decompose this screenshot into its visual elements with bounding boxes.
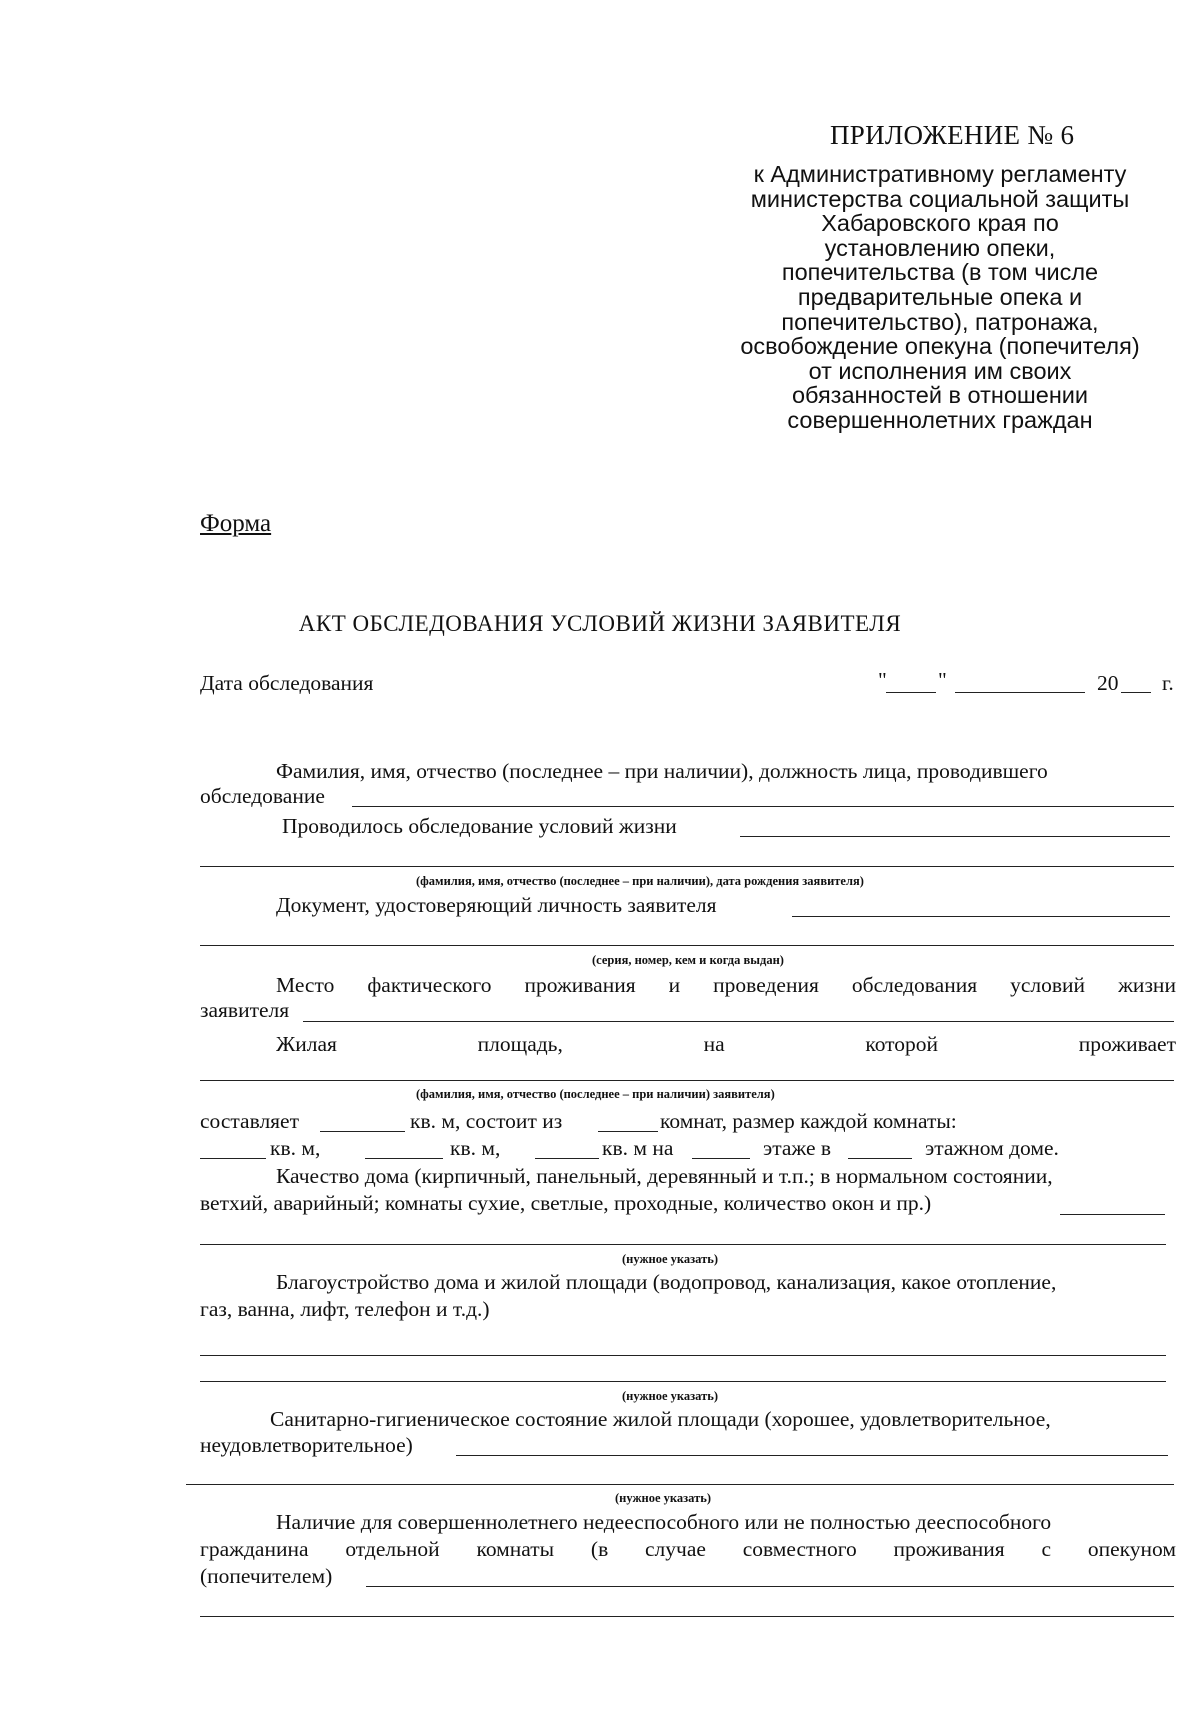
room-2-field[interactable] xyxy=(365,1158,443,1159)
amenities-field[interactable] xyxy=(200,1355,1166,1356)
annex-line: освобождение опекуна (попечителя) xyxy=(740,333,1140,360)
living-area-label xyxy=(276,1032,1176,1057)
label-word: гражданина xyxy=(200,1537,309,1561)
document-field-line2[interactable] xyxy=(200,945,1174,946)
label-word: условий xyxy=(1010,973,1086,997)
floors-total-field[interactable] xyxy=(848,1158,912,1159)
annex-line: совершеннолетних граждан xyxy=(787,406,1093,433)
annex-line: попечительства (в том числе xyxy=(781,259,1099,286)
form-label: Форма xyxy=(200,510,272,537)
sanitary-label-line2: неудовлетворительное) xyxy=(200,1433,413,1457)
quality-hint: (нужное указать) xyxy=(622,1252,719,1266)
annex-line: Хабаровского края по xyxy=(821,210,1059,237)
room-availability-field[interactable] xyxy=(366,1586,1174,1587)
room-availability-label-line3: (попечителем) xyxy=(200,1564,333,1588)
month-field[interactable] xyxy=(955,692,1085,693)
annex-line: от исполнения им своих xyxy=(808,357,1072,384)
residence-label-line2: заявителя xyxy=(200,998,290,1022)
document-label: Документ, удостоверяющий личность заявителя xyxy=(276,893,717,917)
rooms-count-field[interactable] xyxy=(598,1131,658,1132)
annex-line: обязанностей в отношении xyxy=(791,382,1089,409)
room-label-4: этаже в xyxy=(763,1136,832,1160)
sanitary-field[interactable] xyxy=(456,1455,1168,1456)
label-word: которой xyxy=(865,1032,939,1056)
label-word: на xyxy=(703,1032,725,1056)
annex-line: предварительные опека и xyxy=(797,283,1083,310)
annex-text xyxy=(705,162,1175,433)
amenities-field-line2[interactable] xyxy=(200,1381,1166,1382)
inspector-label-line1: Фамилия, имя, отчество (последнее – при наличии), должность лица, проводившего xyxy=(276,759,1048,783)
document-field[interactable] xyxy=(792,916,1170,917)
amenities-label-line1: Благоустройство дома и жилой площади (водопровод, канализация, какое отопление, xyxy=(276,1270,1057,1294)
annex-title: ПРИЛОЖЕНИЕ № 6 xyxy=(830,120,1075,150)
date-quote-close: " xyxy=(938,668,947,692)
date-quote-open: " xyxy=(878,668,887,692)
annex-line: министерства социальной защиты xyxy=(750,185,1130,212)
date-label: Дата обследования xyxy=(200,671,374,695)
quality-field[interactable] xyxy=(1060,1214,1165,1215)
label-word: Место xyxy=(276,973,335,997)
label-word: площадь, xyxy=(477,1032,563,1056)
area-label-3: комнат, размер каждой комнаты: xyxy=(660,1109,957,1133)
label-word: и xyxy=(668,973,681,997)
inspector-label-line2: обследование xyxy=(200,784,325,808)
label-word: обследования xyxy=(851,973,978,997)
quality-label-line1: Качество дома (кирпичный, панельный, деревянный и т.п.; в нормальном состоянии, xyxy=(276,1164,1053,1188)
quality-field-line2[interactable] xyxy=(200,1244,1166,1245)
amenities-label-line2: газ, ванна, лифт, телефон и т.д.) xyxy=(200,1297,490,1321)
quality-label-line2: ветхий, аварийный; комнаты сухие, светлые, проходные, количество окон и пр.) xyxy=(200,1191,932,1215)
applicant-hint: (фамилия, имя, отчество (последнее – при наличии), дата рождения заявителя) xyxy=(416,874,864,888)
label-word: жизни xyxy=(1118,973,1176,997)
room-label-5: этажном доме. xyxy=(925,1136,1059,1160)
label-word: проведения xyxy=(713,973,819,997)
living-area-hint: (фамилия, имя, отчество (последнее – при наличии) заявителя) xyxy=(416,1087,775,1101)
label-word: (в xyxy=(590,1537,609,1561)
year-field[interactable] xyxy=(1121,692,1151,693)
day-field[interactable] xyxy=(886,692,936,693)
year-suffix: г. xyxy=(1162,671,1174,695)
room-label-2: кв. м, xyxy=(450,1136,501,1160)
label-word: с xyxy=(1041,1537,1052,1561)
label-word: проживания xyxy=(524,973,636,997)
area-label-1: составляет xyxy=(200,1109,299,1133)
annex-line: попечительство), патронажа, xyxy=(781,308,1099,335)
label-word: проживает xyxy=(1078,1032,1176,1056)
act-title: АКТ ОБСЛЕДОВАНИЯ УСЛОВИЙ ЖИЗНИ ЗАЯВИТЕЛЯ xyxy=(298,611,902,636)
room-label-3: кв. м на xyxy=(602,1136,674,1160)
room-label-1: кв. м, xyxy=(270,1136,321,1160)
residence-label-line1 xyxy=(276,973,1176,998)
area-field[interactable] xyxy=(320,1131,405,1132)
sanitary-label-line1: Санитарно-гигиеническое состояние жилой площади (хорошее, удовлетворительное, xyxy=(270,1407,1051,1431)
annex-line: к Административному регламенту xyxy=(753,161,1127,187)
label-word: фактического xyxy=(367,973,492,997)
annex-line: установлению опеки, xyxy=(824,234,1056,261)
room-3-field[interactable] xyxy=(535,1158,599,1159)
conducted-field[interactable] xyxy=(740,836,1170,837)
sanitary-field-line2[interactable] xyxy=(186,1484,1174,1485)
label-word: Жилая xyxy=(276,1032,337,1056)
room-availability-label-line1: Наличие для совершеннолетнего недееспособного или не полностью дееспособного xyxy=(276,1510,1052,1534)
residence-field[interactable] xyxy=(303,1021,1174,1022)
document-hint: (серия, номер, кем и когда выдан) xyxy=(592,953,784,967)
amenities-hint: (нужное указать) xyxy=(622,1389,719,1403)
label-word: проживания xyxy=(893,1537,1005,1561)
floor-field[interactable] xyxy=(692,1158,750,1159)
living-area-resident-field[interactable] xyxy=(200,1080,1174,1081)
room-availability-label-line2 xyxy=(200,1537,1176,1562)
label-word: случае xyxy=(645,1537,706,1561)
room-1-field[interactable] xyxy=(200,1158,266,1159)
label-word: опекуном xyxy=(1087,1537,1176,1561)
room-availability-field-line2[interactable] xyxy=(200,1616,1174,1617)
conducted-label: Проводилось обследование условий жизни xyxy=(282,814,677,838)
label-word: комнаты xyxy=(476,1537,555,1561)
label-word: совместного xyxy=(742,1537,857,1561)
applicant-field[interactable] xyxy=(200,866,1174,867)
label-word: отдельной xyxy=(345,1537,440,1561)
year-prefix: 20 xyxy=(1097,671,1119,695)
sanitary-hint: (нужное указать) xyxy=(615,1491,712,1505)
area-label-2: кв. м, состоит из xyxy=(410,1109,563,1133)
inspector-field[interactable] xyxy=(352,806,1174,807)
